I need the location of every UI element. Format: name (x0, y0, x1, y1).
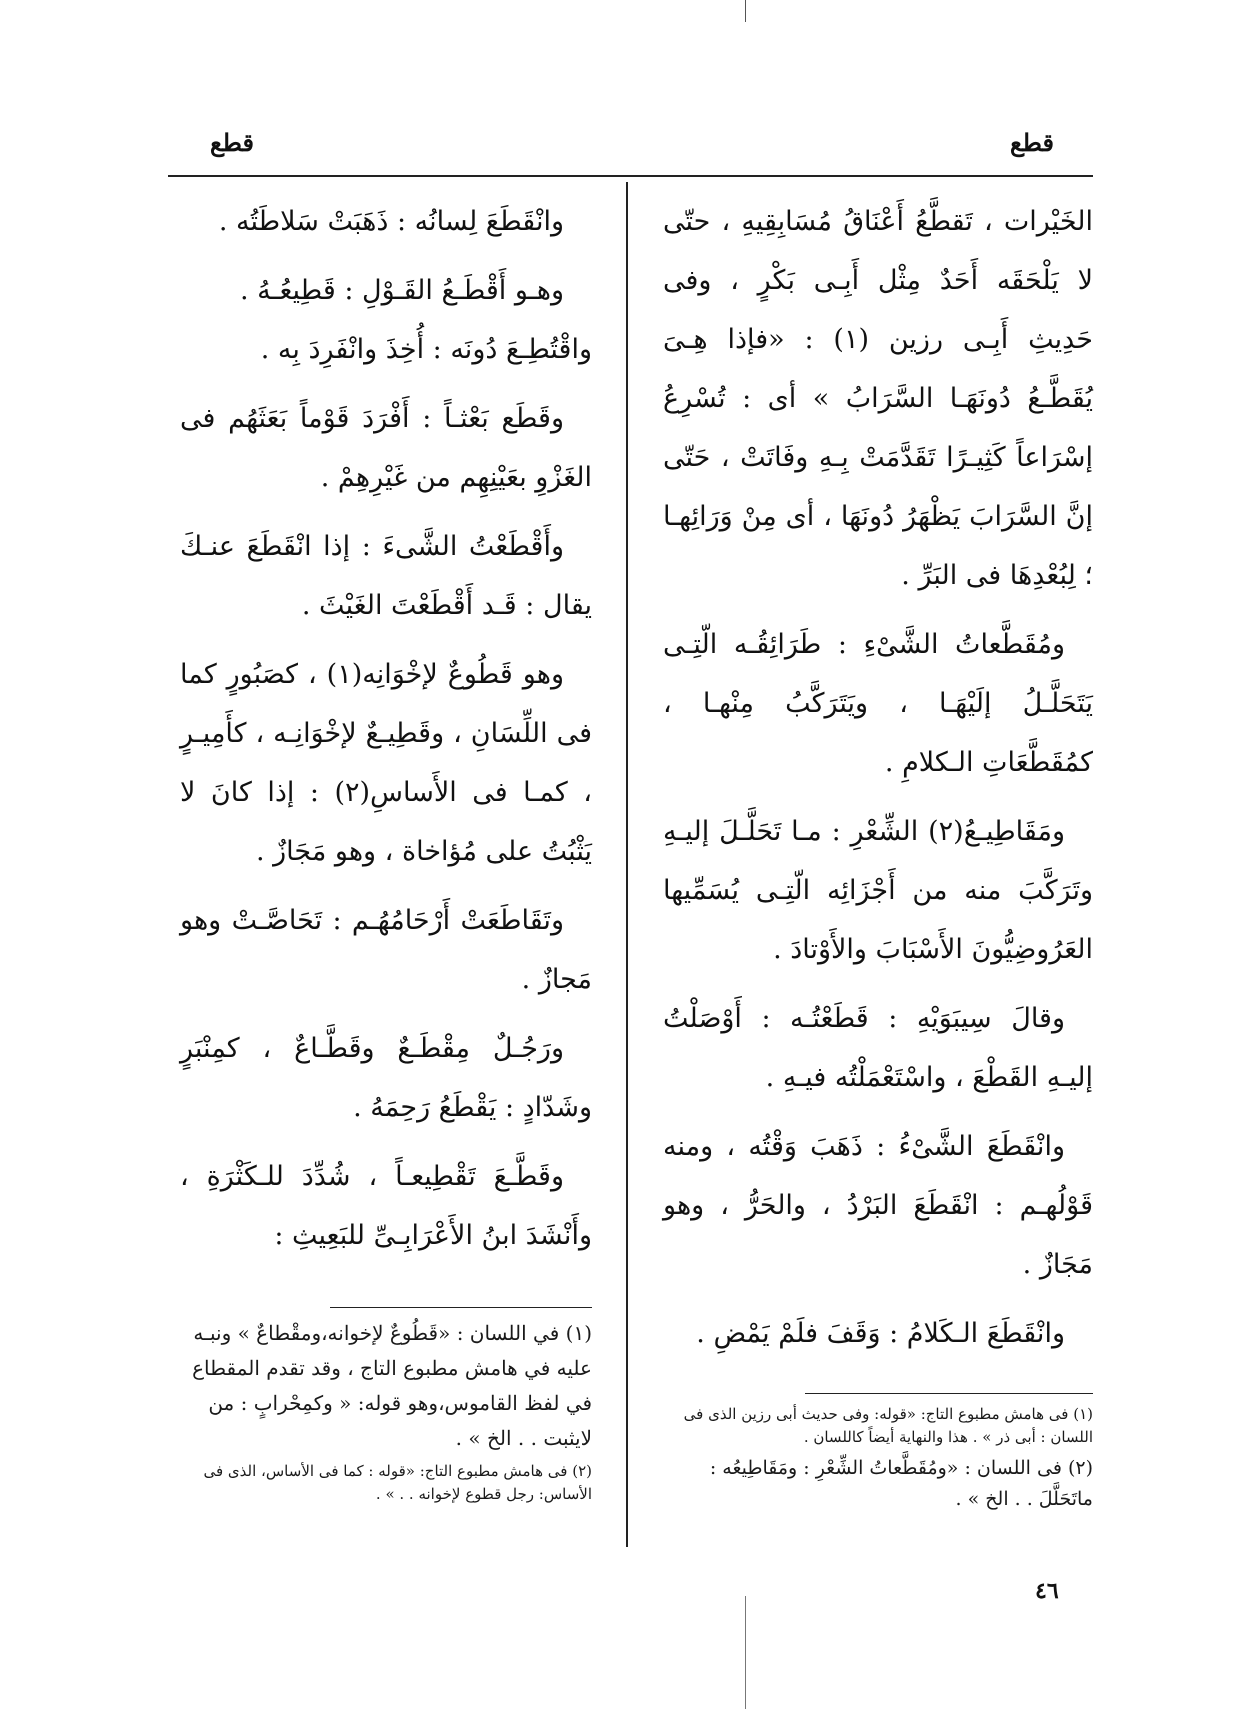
entry-paragraph: وقَطَّـعَ تَقْطِيعـاً ، شُدِّدَ للـكَثْرَةِ ، وأَنْشَدَ ابنُ الأَعْرَابِـىِّ للبَعِيثِ : (180, 1161, 592, 1251)
footnote: (٢) فى اللسان : «ومُقَطَّعاتُ الشِّعْرِ : ومَقَاطِيعُه : ماتَحَلَّلَ . . الخ » . (709, 1457, 1093, 1510)
entry-paragraph: وتَقَاطَعَتْ أَرْحَامُهُـم : تَحَاصَّـتْ وهو مَجازٌ . (180, 905, 592, 995)
entry-paragraph: وانْقَطَعَ الشَّىْءُ : ذَهَبَ وَقْتُه ، ومنه قَوْلُهـم : انْقَطَعَ البَرْدُ ، والحَرُّ ، وهو مَجَازٌ . (663, 1131, 1093, 1280)
entry-paragraph: وهو قَطُوعٌ لإخْوَانِه(١) ، كصَبُورٍ كما فى اللِّسَانِ ، وقَطِيـعٌ لإخْوَانِـه ، كأَمِيـرٍ ، كمـا فى الأَساسِ(٢) : إذا كانَ لا يَثْبُتُ على مُؤاخاة ، وهو مَجَازٌ . (180, 659, 593, 867)
running-head-left: قطع (210, 128, 254, 157)
entry-paragraph: الخَيْرات ، تَقطَّعُ أَعْنَاقُ مُسَابِقِيهِ ، حتّى لا يَلْحَقَه أَحَدٌ مِثْل أَبِـى بَكْرٍ ، وفى حَدِيثِ أَبِـى رزين (١) : «فإذا هِـىَ يُقَطَّـعُ دُونَهَـا السَّرَابُ » أى : تُسْرِعُ إسْرَاعاً كَثِيـرًا تَقَدَّمَتْ بِـهِ وفَاتَتْ ، حَتّى إنَّ السَّرَابَ يَظْهَرُ دُونَهَا ، أى مِنْ وَرَائِهـا ؛ لِبُعْدِهَا فى البَرِّ . (663, 206, 1093, 591)
entry-paragraph: ومُقَطَّعاتُ الشَّىْءِ : طَرَائِقُـه الّتِـى يَتَحَلَّـلُ إلَيْهَـا ، ويَتَرَكَّبُ مِنْهـا ، كمُقَطَّعَاتِ الـكلامِ . (663, 629, 1093, 778)
footnote-rule (330, 1307, 592, 1308)
footnotes-left (180, 1316, 592, 1510)
scan-fold-mark (745, 0, 746, 22)
footnote: (١) فى هامش مطبوع التاج: «قوله: وفى حديث أبى رزين الذى فى اللسان : أبى ذر » . هذا والنهاية أيضاً كاللسان . (683, 1405, 1093, 1446)
footnote: (١) في اللسان : «قَطُوعٌ لإخوانه،ومقْطاعٌ » ونبـه عليه في هامش مطبوع التاج ، وقد تقدم المقطاع في لفظ القاموس،وهو قوله: « وكمِحْرابٍ : من لايثبت . . الخ » . (192, 1321, 592, 1450)
footnotes-right (663, 1403, 1093, 1519)
footnote-rule (805, 1393, 1093, 1394)
right-column (663, 192, 1093, 1363)
header-rule (168, 175, 1093, 177)
footnote: (٢) فى هامش مطبوع التاج: «قوله : كما فى الأساس، الذى فى الأساس: رجل قطوع لإخوانه . . » . (203, 1462, 592, 1503)
entry-paragraph: ورَجُـلٌ مِقْطَـعٌ وقَطَّـاعٌ ، كمِنْبَرٍ وشَدّادٍ : يَقْطَعُ رَحِمَهُ . (180, 1033, 592, 1123)
entry-paragraph: وقَطَع بَعْثـاً : أَفْرَدَ قَوْماً بَعَثَهُم فى الغَزْوِ بعَيْنِهِم من غَيْرِهِمْ . (180, 403, 592, 493)
entry-paragraph: واقْتُطِـعَ دُونَه : أُخِذَ وانْفَرِدَ بِه . (260, 334, 592, 365)
entry-paragraph: وانْقَطَعَ الـكَلامُ : وَقَفَ فلَمْ يَمْضِ . (696, 1318, 1065, 1349)
entry-paragraph: ومَقَاطِيـعُ(٢) الشِّعْرِ : مـا تَحَلَّـلَ إليـهِ وتَرَكَّبَ منه من أَجْزَائِه الّتِـى يُسَمِّيها العَرُوضِيُّونَ الأَسْبَابَ والأَوْتادَ . (663, 816, 1093, 965)
entry-paragraph: وانْقَطَعَ لِسانُه : ذَهَبَتْ سَلاطَتُه . (218, 206, 564, 237)
column-divider (626, 182, 628, 1547)
entry-paragraph: وأَقْطَعْتُ الشَّىءَ : إذا انْقَطَعَ عنـكَ يقال : قَـد أَقْطَعْتَ الغَيْثَ . (180, 531, 592, 621)
page-number: ٤٦ (1035, 1578, 1059, 1604)
running-head-right: قطع (1010, 128, 1054, 157)
left-column (180, 192, 592, 1265)
entry-paragraph: وقالَ سِيبَوَيْهِ : قَطَعْتُـه : أَوْصَلْتُ إليـهِ القَطْعَ ، واسْتَعْمَلْتُه فيـهِ . (663, 1003, 1093, 1093)
entry-paragraph: وهـو أَقْطَـعُ القَـوْلِ : قَطِيعُـهُ . (239, 275, 564, 306)
scan-fold-mark (745, 1596, 746, 1709)
